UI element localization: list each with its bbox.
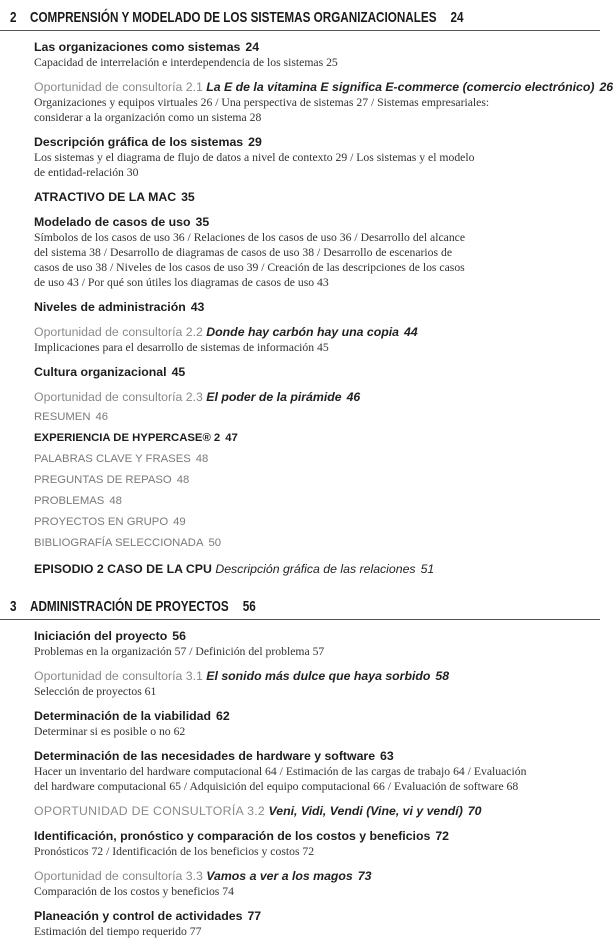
consulting-title: El poder de la pirámide <box>206 390 342 404</box>
end-matter-item <box>34 408 600 426</box>
toc-entry <box>34 389 600 405</box>
chapter-title: ADMINISTRACIÓN DE PROYECTOS <box>30 598 229 615</box>
item-title: PROBLEMAS <box>34 495 105 507</box>
toc-entry <box>34 39 600 70</box>
subtopic-line: considerar a la organización como un sistema 28 <box>34 111 262 124</box>
subtopic-line: del sistema 38 / Desarrollo de diagramas de casos de uso 38 / Desarrollo de escenarios de <box>34 246 453 259</box>
page-number: 48 <box>195 453 209 465</box>
section-title: Las organizaciones como sistemas <box>34 40 241 54</box>
subtopic-line: Símbolos de los casos de uso 36 / Relaciones de los casos de uso 36 / Desarrollo del alcance <box>34 231 466 244</box>
page-number: 70 <box>467 804 482 818</box>
consulting-label: Oportunidad de consultoría 2.3 <box>34 390 203 404</box>
toc-entry <box>34 708 600 739</box>
section-title: Identificación, pronóstico y comparación de los costos y beneficios <box>34 829 431 843</box>
chapter-heading <box>0 6 600 31</box>
subtopic-line: del hardware computacional 65 / Adquisición del equipo computacional 66 / Evaluación de software 68 <box>34 780 519 793</box>
page-number: 45 <box>171 365 186 379</box>
section-title: Iniciación del proyecto <box>34 629 168 643</box>
section-heading <box>34 364 600 380</box>
page-number: 46 <box>95 411 109 423</box>
page-number: 48 <box>176 474 190 486</box>
consulting-title: Veni, Vidi, Vendi (Vine, vi y vendí) <box>268 804 463 818</box>
page-number: 51 <box>420 562 435 576</box>
item-title: EXPERIENCIA DE HYPERCASE® 2 <box>34 432 221 444</box>
subtopic-line: Capacidad de interrelación e interdependencia de los sistemas 25 <box>34 56 338 69</box>
section-title: Planeación y control de actividades <box>34 909 243 923</box>
consulting-heading <box>34 668 600 684</box>
toc-entry <box>34 803 600 819</box>
subtopic-line: Selección de proyectos 61 <box>34 685 157 698</box>
consulting-heading <box>34 324 600 340</box>
consulting-label: Oportunidad de consultoría 2.2 <box>34 325 203 339</box>
chapter-2 <box>0 6 613 577</box>
consulting-label: Oportunidad de consultoría 3.3 <box>34 869 203 883</box>
section-heading <box>34 39 600 55</box>
page-number: 43 <box>190 300 205 314</box>
chapter-title-line <box>30 598 256 615</box>
consulting-label: Oportunidad de consultoría 2.1 <box>34 80 203 94</box>
consulting-heading <box>34 389 600 405</box>
chapter-number: 3 <box>10 598 17 615</box>
end-matter-item <box>34 492 600 510</box>
subtopic-line: Determinar si es posible o no 62 <box>34 725 186 738</box>
page-number: 63 <box>380 749 394 763</box>
consulting-title: La E de la vitamina E significa E-commerce (comercio electrónico) <box>206 80 595 94</box>
page-number: 49 <box>173 516 186 528</box>
toc-entry <box>34 324 600 355</box>
section-heading <box>34 299 600 315</box>
subtopic-line: Organizaciones y equipos virtuales 26 / Una perspectiva de sistemas 27 / Sistemas empresariales: <box>34 96 490 109</box>
toc-entry <box>34 868 600 899</box>
page-number: 77 <box>247 909 262 923</box>
toc-entry <box>34 513 600 531</box>
episode-title: Descripción gráfica de las relaciones <box>215 562 416 576</box>
section-heading <box>34 748 600 764</box>
item-title: PALABRAS CLAVE Y FRASES <box>34 453 191 465</box>
subtopic-line: Los sistemas y el diagrama de flujo de datos a nivel de contexto 29 / Los sistemas y el modelo <box>34 151 475 164</box>
toc-entry <box>34 534 600 552</box>
toc-entry <box>34 668 600 699</box>
toc-entry <box>34 134 600 180</box>
end-matter-item <box>34 534 600 552</box>
page-number: 35 <box>195 215 210 229</box>
subtopic-line: Estimación del tiempo requerido 77 <box>34 925 202 938</box>
page-number: 47 <box>225 432 238 444</box>
consulting-label: OPORTUNIDAD DE CONSULTORÍA 3.2 <box>34 804 266 818</box>
page-number: 26 <box>599 80 613 94</box>
page-number: 35 <box>181 190 195 204</box>
section-heading <box>34 134 600 150</box>
episode-label: EPISODIO 2 CASO DE LA CPU <box>34 562 212 576</box>
toc-entry <box>34 492 600 510</box>
page-number: 58 <box>435 669 450 683</box>
item-title: PREGUNTAS DE REPASO <box>34 474 172 486</box>
toc-entry <box>34 79 613 125</box>
consulting-title: Vamos a ver a los magos <box>206 869 353 883</box>
page-number: 44 <box>403 325 418 339</box>
section-heading <box>34 828 600 844</box>
section-title: Modelado de casos de uso <box>34 215 191 229</box>
toc-entry <box>34 561 600 577</box>
consulting-heading <box>34 868 600 884</box>
section-title: Niveles de administración <box>34 300 186 314</box>
toc-entry <box>34 408 600 426</box>
consulting-heading <box>34 79 613 95</box>
page-number: 46 <box>346 390 361 404</box>
section-heading <box>34 628 600 644</box>
chapter-title: COMPRENSIÓN Y MODELADO DE LOS SISTEMAS ORGANIZACIONALES <box>30 9 437 26</box>
chapter-page: 24 <box>450 9 464 26</box>
consulting-heading <box>34 803 600 819</box>
subtopic-line: Problemas en la organización 57 / Definición del problema 57 <box>34 645 325 658</box>
page-number: 72 <box>435 829 450 843</box>
subtopic-line: de uso 43 / Por qué son útiles los diagramas de casos de uso 43 <box>34 276 329 289</box>
toc-entry <box>34 908 600 939</box>
subtopic-line: de entidad-relación 30 <box>34 166 139 179</box>
chapter-number: 2 <box>10 9 17 26</box>
chapter-title-line <box>30 9 464 26</box>
chapter-heading <box>0 595 600 620</box>
toc-entry <box>34 828 600 859</box>
chapter-page: 56 <box>242 598 256 615</box>
toc-entry <box>34 299 600 315</box>
table-of-contents <box>0 6 613 948</box>
toc-entry <box>34 450 600 468</box>
section-heading <box>34 908 600 924</box>
end-matter-item <box>34 471 600 489</box>
chapter-3 <box>0 595 600 939</box>
page-number: 48 <box>109 495 122 507</box>
section-title: ATRACTIVO DE LA MAC <box>34 190 177 204</box>
subtopic-line: Comparación de los costos y beneficios 74 <box>34 885 234 898</box>
consulting-title: Donde hay carbón hay una copia <box>206 325 399 339</box>
end-matter-item <box>34 513 600 531</box>
item-title: BIBLIOGRAFÍA SELECCIONADA <box>34 537 204 549</box>
subtopic-line: Pronósticos 72 / Identificación de los beneficios y costos 72 <box>34 845 315 858</box>
section-heading <box>34 189 600 205</box>
section-title: Determinación de las necesidades de hardware y software <box>34 749 376 763</box>
page-number: 56 <box>172 629 186 643</box>
subtopic-line: Implicaciones para el desarrollo de sistemas de información 45 <box>34 341 329 354</box>
section-heading <box>34 708 600 724</box>
page-number: 24 <box>245 40 260 54</box>
episode-heading <box>34 561 600 577</box>
toc-entry <box>34 628 600 659</box>
consulting-title: El sonido más dulce que haya sorbido <box>206 669 431 683</box>
toc-entry <box>34 189 600 205</box>
end-matter-item <box>34 450 600 468</box>
section-title: Descripción gráfica de los sistemas <box>34 135 244 149</box>
page-number: 62 <box>216 709 230 723</box>
toc-entry <box>34 214 600 290</box>
page-number: 73 <box>357 869 372 883</box>
toc-entry <box>34 471 600 489</box>
section-title: Cultura organizacional <box>34 365 167 379</box>
subtopic-line: Hacer un inventario del hardware computacional 64 / Estimación de las cargas de trabajo 64 / Evaluación <box>34 765 527 778</box>
toc-entry <box>34 748 600 794</box>
end-matter-item <box>34 429 600 447</box>
consulting-label: Oportunidad de consultoría 3.1 <box>34 669 203 683</box>
section-title: Determinación de la viabilidad <box>34 709 211 723</box>
section-heading <box>34 214 600 230</box>
toc-entry <box>34 429 600 447</box>
item-title: RESUMEN <box>34 411 91 423</box>
subtopic-line: casos de uso 38 / Niveles de los casos de uso 39 / Creación de las descripciones de los casos <box>34 261 465 274</box>
item-title: PROYECTOS EN GRUPO <box>34 516 169 528</box>
page-number: 29 <box>248 135 262 149</box>
page-number: 50 <box>208 537 222 549</box>
toc-entry <box>34 364 600 380</box>
